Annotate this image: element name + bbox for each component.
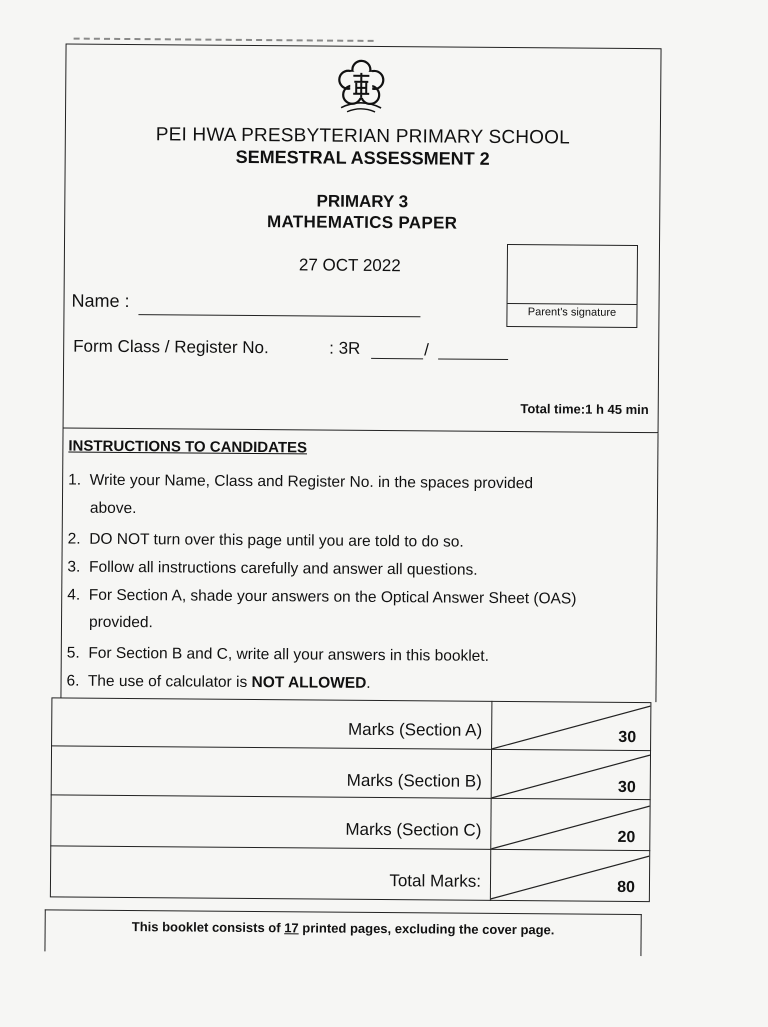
instruction-item-cont: provided. <box>88 613 153 632</box>
instruction-item: 3. Follow all instructions carefully and answer all questions. <box>67 558 478 579</box>
booklet-pages-note: This booklet consists of 17 printed pages, excluding the cover page. <box>131 919 555 938</box>
school-name: PEI HWA PRESBYTERIAN PRIMARY SCHOOL <box>155 124 571 149</box>
level-title: PRIMARY 3 <box>316 191 409 212</box>
parent-signature-box[interactable] <box>506 244 638 328</box>
instruction-item: 6. The use of calculator is NOT ALLOWED. <box>66 672 371 692</box>
exam-date: 27 OCT 2022 <box>298 255 401 276</box>
marks-section-a-label: Marks (Section A) <box>347 719 483 740</box>
instruction-item: 4. For Section A, shade your answers on the Optical Answer Sheet (OAS) <box>67 586 577 608</box>
instructions-title: INSTRUCTIONS TO CANDIDATES <box>68 437 308 457</box>
total-marks-label: Total Marks: <box>389 871 482 891</box>
marks-section-a-value: 30 <box>618 728 637 747</box>
instruction-item-cont: above. <box>89 499 137 518</box>
separator-slash: / <box>424 340 429 360</box>
form-class-label: Form Class / Register No. <box>73 336 269 358</box>
marks-section-c-label: Marks (Section C) <box>345 819 482 840</box>
marks-section-b-value: 30 <box>617 778 636 797</box>
parent-signature-label: Parent's signature <box>527 306 617 319</box>
total-time: Total time:1 h 45 min <box>520 401 649 418</box>
total-marks-value: 80 <box>617 878 636 897</box>
assessment-title: SEMESTRAL ASSESSMENT 2 <box>235 146 490 169</box>
not-allowed-emphasis: NOT ALLOWED <box>251 673 367 692</box>
marks-section-b-label: Marks (Section B) <box>346 770 482 791</box>
marks-section-c-value: 20 <box>617 828 636 847</box>
instruction-item: 1. Write your Name, Class and Register No. in the spaces provided <box>68 471 534 493</box>
paper-title: MATHEMATICS PAPER <box>266 212 458 233</box>
page-count: 17 <box>284 920 299 936</box>
name-label: Name : <box>71 290 130 312</box>
instruction-item: 5. For Section B and C, write all your answers in this booklet. <box>66 644 489 665</box>
school-crest-logo <box>335 58 387 114</box>
form-class-value: : 3R <box>329 338 361 358</box>
instruction-item: 2. DO NOT turn over this page until you are told to do so. <box>67 530 464 551</box>
